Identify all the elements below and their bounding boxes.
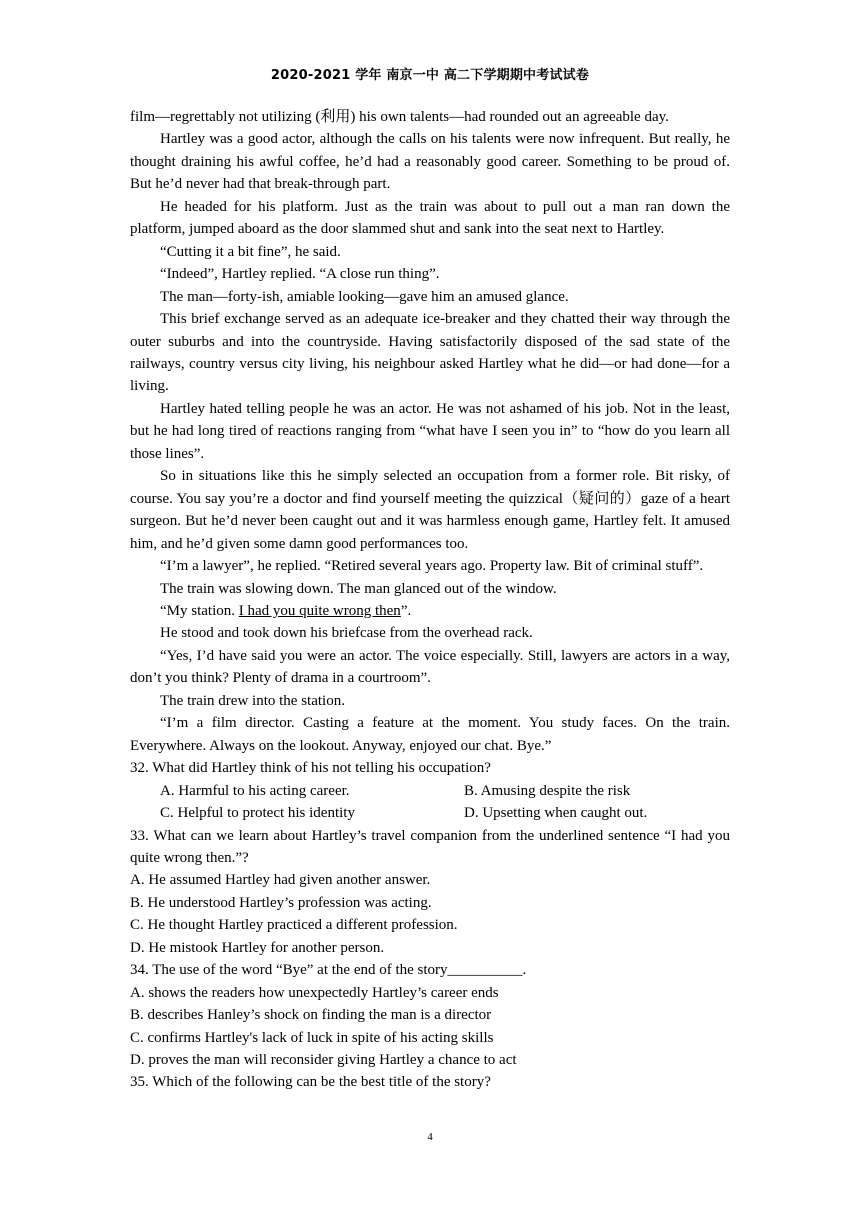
question-32-option-a: A. Harmful to his acting career. [160, 782, 350, 799]
paragraph: He headed for his platform. Just as the train was about to pull out a man ran down the platform, jumped aboard as the door slammed shut and sank into the seat next to Hartley. [130, 198, 730, 238]
page-header: 2020-2021 学年 南京一中 高二下学期期中考试试卷 [270, 68, 590, 83]
question-32-stem: 32. What did Hartley think of his not telling his occupation? [130, 760, 491, 777]
question-32-option-b: B. Amusing despite the risk [464, 782, 631, 799]
question-32-options-row [160, 780, 730, 802]
paragraph: “Cutting it a bit fine”, he said. [160, 243, 341, 260]
question-32-options-row [160, 802, 730, 824]
text-span: “My station. [160, 602, 239, 619]
paragraph: The man—forty-ish, amiable looking—gave him an amused glance. [160, 288, 569, 305]
paragraph: “I’m a film director. Casting a feature at the moment. You study faces. On the train. Everywhere. Always on the lookout. Anyway, enjoyed our chat. Bye.” [130, 715, 730, 754]
question-32-option-c: C. Helpful to protect his identity [160, 805, 355, 822]
question-33-option-b: B. He understood Hartley’s profession was acting. [130, 894, 432, 911]
page-number: 4 [427, 1131, 433, 1143]
question-33-stem: 33. What can we learn about Hartley’s travel companion from the underlined sentence “I had you quite wrong then.”? [130, 827, 730, 866]
document-body [130, 106, 730, 1094]
question-34-option-c: C. confirms Hartley's lack of luck in spite of his acting skills [130, 1029, 494, 1046]
question-34-stem: 34. The use of the word “Bye” at the end of the story__________. [130, 962, 527, 979]
paragraph: Hartley was a good actor, although the calls on his talents were now infrequent. But really, he thought draining his awful coffee, he’d had a reasonably good career. Something to be proud of. But he’d never had that break-through part. [130, 131, 730, 193]
paragraph: The train was slowing down. The man glanced out of the window. [160, 580, 557, 597]
paragraph: “Yes, I’d have said you were an actor. The voice especially. Still, lawyers are actors in a way, don’t you think? Plenty of drama in a courtroom”. [130, 647, 730, 687]
paragraph [130, 600, 730, 622]
question-33-option-a: A. He assumed Hartley had given another answer. [130, 872, 431, 889]
paragraph: He stood and took down his briefcase from the overhead rack. [160, 625, 533, 642]
question-34-option-a: A. shows the readers how unexpectedly Hartley’s career ends [130, 984, 499, 1001]
paragraph: This brief exchange served as an adequate ice-breaker and they chatted their way through the outer suburbs and into the countryside. Having satisfactorily disposed of the sad state of the railways, country versus city living, his neighbour asked Hartley what he did—or had done—for a living. [130, 311, 730, 395]
paragraph: “I’m a lawyer”, he replied. “Retired several years ago. Property law. Bit of criminal stuff”. [160, 558, 704, 575]
paragraph: film—regrettably not utilizing (利用) his own talents—had rounded out an agreeable day. [130, 109, 669, 125]
text-span: ”. [400, 602, 412, 619]
question-35-stem: 35. Which of the following can be the best title of the story? [130, 1074, 491, 1091]
underlined-sentence: I had you quite wrong then [238, 602, 401, 619]
paragraph: So in situations like this he simply selected an occupation from a former role. Bit risky, of course. You say you’re a doctor and find yourself meeting the quizzical（疑问的）gaze of a heart surgeon. But he’d never been caught out and it was harmless enough game, Hartley felt. It amused him, and he’d given some damn good performances too. [130, 468, 730, 552]
question-33-option-d: D. He mistook Hartley for another person. [130, 939, 385, 956]
question-32-option-d: D. Upsetting when caught out. [464, 805, 648, 822]
paragraph: “Indeed”, Hartley replied. “A close run thing”. [160, 266, 440, 283]
question-34-option-b: B. describes Hanley’s shock on finding the man is a director [130, 1007, 492, 1024]
question-33-option-c: C. He thought Hartley practiced a different profession. [130, 917, 458, 934]
paragraph: Hartley hated telling people he was an actor. He was not ashamed of his job. Not in the least, but he had long tired of reactions ranging from “what have I seen you in” to “how do you learn all those lines”. [130, 400, 730, 462]
question-34-option-d: D. proves the man will reconsider giving Hartley a chance to act [130, 1052, 517, 1069]
paragraph: The train drew into the station. [160, 692, 345, 709]
